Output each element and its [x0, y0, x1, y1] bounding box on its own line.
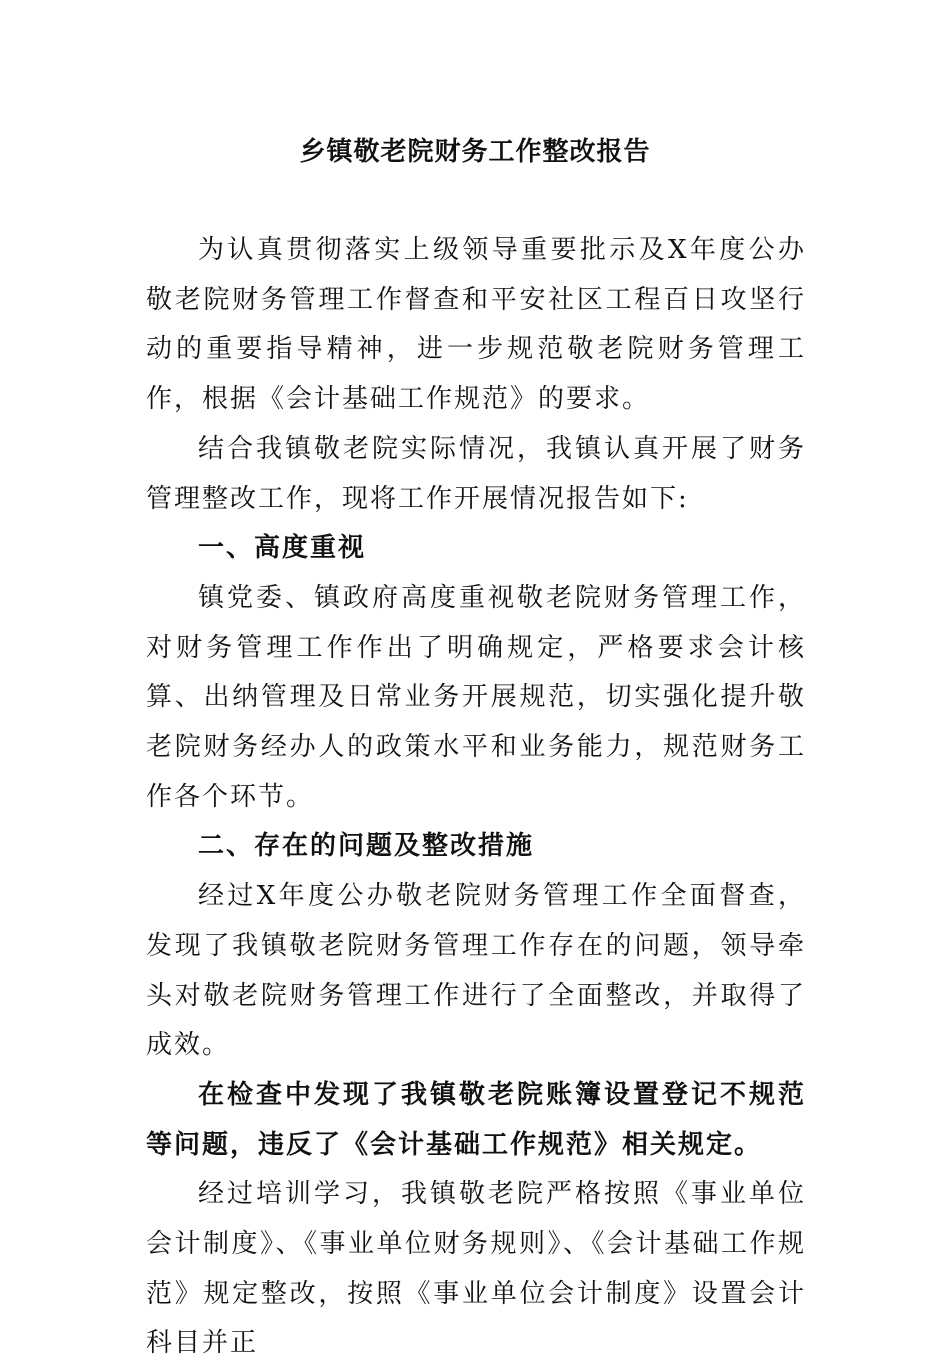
paragraph-intro: 为认真贯彻落实上级领导重要批示及X年度公办敬老院财务管理工作督查和平安社区工程百日攻坚行动的重要指导精神，进一步规范敬老院财务管理工作，根据《会计基础工作规范》的要求。: [146, 235, 806, 415]
document-title: 乡镇敬老院财务工作整改报告: [299, 137, 651, 167]
paragraph-section-2: 经过X年度公办敬老院财务管理工作全面督查，发现了我镇敬老院财务管理工作存在的问题，领导牵头对敬老院财务管理工作进行了全面整改，并取得了成效。: [146, 881, 806, 1061]
paragraph-issue-bold: 在检查中发现了我镇敬老院账簿设置登记不规范等问题，违反了《会计基础工作规范》相关规定。: [146, 1079, 806, 1160]
section-heading-1: 一、高度重视: [198, 533, 367, 564]
paragraph-context: 结合我镇敬老院实际情况，我镇认真开展了财务管理整改工作，现将工作开展情况报告如下:: [146, 433, 806, 514]
section-heading-2: 二、存在的问题及整改措施: [198, 831, 535, 862]
paragraph-rectification: 经过培训学习，我镇敬老院严格按照《事业单位会计制度》、《事业单位财务规则》、《会计基础工作规范》规定整改，按照《事业单位会计制度》设置会计科目并正: [146, 1179, 806, 1359]
paragraph-section-1: 镇党委、镇政府高度重视敬老院财务管理工作，对财务管理工作作出了明确规定，严格要求会计核算、出纳管理及日常业务开展规范，切实强化提升敬老院财务经办人的政策水平和业务能力，规范财务工作各个环节。: [146, 582, 806, 812]
document-body: [146, 226, 806, 1369]
